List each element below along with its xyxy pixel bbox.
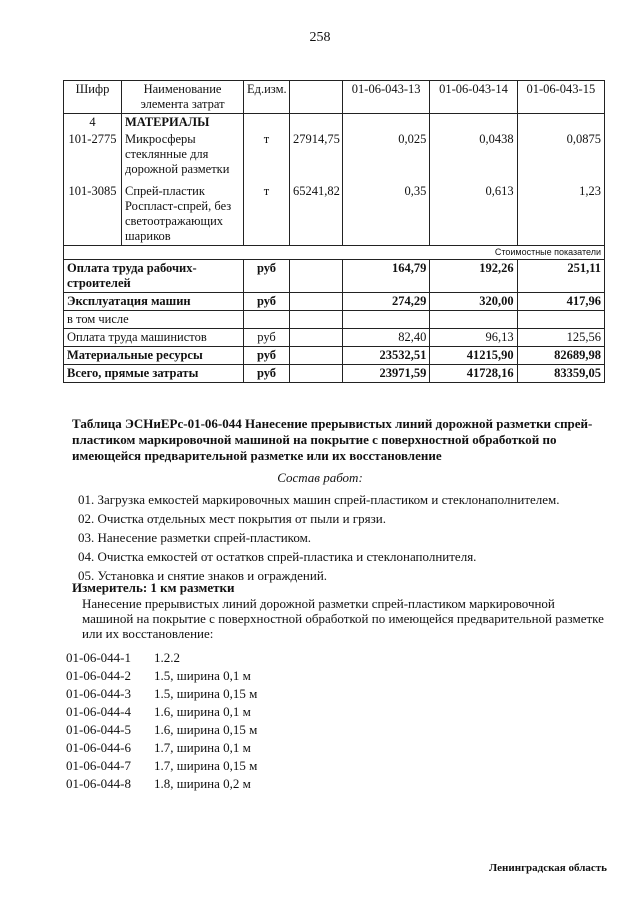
material-name: Микросферы стеклянные для дорожной разметки — [122, 131, 244, 178]
summary-value: 83359,05 — [517, 365, 604, 383]
header-col-13: 01-06-043-13 — [343, 81, 430, 114]
header-code: Шифр — [64, 81, 122, 114]
table-title: Таблица ЭСНиЕРс-01-06-044 Нанесение прерывистых линий дорожной разметки спрей-пластиком маркировочной машиной на покрытие с поверхностной обработкой по имеющейся предварительной разметке или их восстановление — [72, 416, 593, 463]
variant-code: 01-06-044-4 — [66, 704, 131, 719]
section-code: 4 — [64, 114, 122, 132]
summary-name: Оплата труда рабочих-строителей — [64, 260, 244, 293]
summary-name: Оплата труда машинистов — [64, 329, 244, 347]
material-value: 0,0875 — [517, 131, 604, 178]
material-value: 0,0438 — [430, 131, 517, 178]
cost-table — [63, 80, 605, 383]
header-col-14: 01-06-043-14 — [430, 81, 517, 114]
variant-code: 01-06-044-2 — [66, 668, 131, 683]
section-row — [64, 114, 605, 132]
variant-text: 1.8, ширина 0,2 м — [154, 776, 251, 791]
variant-text: 1.6, ширина 0,1 м — [154, 704, 251, 719]
material-code: 101-3085 — [64, 178, 122, 246]
summary-value: 41728,16 — [430, 365, 517, 383]
cost-label: Стоимостные показатели — [64, 246, 605, 260]
material-value: 0,35 — [343, 178, 430, 246]
meter-description: Нанесение прерывистых линий дорожной разметки спрей-пластиком маркировочной машиной на покрытие с поверхностной обработкой по имеющейся предварительной разметке или их восстановление: — [82, 596, 604, 641]
summary-name: Материальные ресурсы — [64, 347, 244, 365]
list-item — [66, 775, 257, 793]
material-code: 101-2775 — [64, 131, 122, 178]
variant-code: 01-06-044-3 — [66, 686, 131, 701]
summary-unit: руб — [244, 260, 290, 293]
page-number: 258 — [309, 30, 331, 45]
summary-name: в том числе — [64, 311, 244, 329]
work-step: 02. Очистка отдельных мест покрытия от пыли и грязи. — [78, 511, 386, 526]
variant-text: 1.5, ширина 0,15 м — [154, 686, 258, 701]
summary-value: 251,11 — [517, 260, 604, 293]
summary-row — [64, 260, 605, 293]
work-step: 04. Очистка емкостей от остатков спрей-пластика и стеклонаполнителя. — [78, 549, 477, 564]
summary-name: Всего, прямые затраты — [64, 365, 244, 383]
variant-code: 01-06-044-5 — [66, 722, 131, 737]
list-item — [66, 667, 257, 685]
list-item — [66, 721, 257, 739]
material-price: 27914,75 — [290, 131, 343, 178]
material-unit: т — [244, 131, 290, 178]
material-price: 65241,82 — [290, 178, 343, 246]
summary-value: 82,40 — [343, 329, 430, 347]
variant-text: 1.5, ширина 0,1 м — [154, 668, 251, 683]
list-item — [66, 757, 257, 775]
variant-code: 01-06-044-1 — [66, 650, 131, 665]
work-step: 03. Нанесение разметки спрей-пластиком. — [78, 530, 312, 545]
summary-value: 192,26 — [430, 260, 517, 293]
header-price — [290, 81, 343, 114]
summary-row — [64, 365, 605, 383]
variant-code: 01-06-044-6 — [66, 740, 131, 755]
region-footer: Ленинградская область — [489, 862, 607, 874]
summary-value: 417,96 — [517, 293, 604, 311]
header-name: Наименование элемента затрат — [122, 81, 244, 114]
header-unit: Ед.изм. — [244, 81, 290, 114]
summary-row — [64, 311, 605, 329]
meter-label: Измеритель: 1 км разметки — [72, 580, 235, 595]
table-header-row — [64, 81, 605, 114]
summary-value: 164,79 — [343, 260, 430, 293]
summary-row — [64, 347, 605, 365]
composition-title: Состав работ: — [277, 470, 363, 485]
summary-value: 96,13 — [430, 329, 517, 347]
work-step: 05. Установка и снятие знаков и ограждений. — [78, 568, 328, 583]
summary-unit: руб — [244, 365, 290, 383]
summary-value: 23971,59 — [343, 365, 430, 383]
summary-value: 274,29 — [343, 293, 430, 311]
summary-value: 23532,51 — [343, 347, 430, 365]
summary-value: 82689,98 — [517, 347, 604, 365]
material-unit: т — [244, 178, 290, 246]
variant-text: 1.7, ширина 0,15 м — [154, 758, 258, 773]
material-name: Спрей-пластик Роспласт-спрей, без светоотражающих шариков — [122, 178, 244, 246]
header-col-15: 01-06-043-15 — [517, 81, 604, 114]
table-row — [64, 131, 605, 178]
list-item — [66, 703, 257, 721]
variant-text: 1.2.2 — [154, 650, 180, 665]
summary-unit: руб — [244, 329, 290, 347]
summary-unit: руб — [244, 347, 290, 365]
variant-text: 1.6, ширина 0,15 м — [154, 722, 258, 737]
summary-value: 320,00 — [430, 293, 517, 311]
table-row — [64, 178, 605, 246]
summary-name: Эксплуатация машин — [64, 293, 244, 311]
list-item — [66, 685, 257, 703]
summary-row — [64, 293, 605, 311]
material-value: 1,23 — [517, 178, 604, 246]
material-value: 0,025 — [343, 131, 430, 178]
variant-code: 01-06-044-8 — [66, 776, 131, 791]
variant-text: 1.7, ширина 0,1 м — [154, 740, 251, 755]
summary-value: 125,56 — [517, 329, 604, 347]
material-value: 0,613 — [430, 178, 517, 246]
list-item — [66, 649, 257, 667]
summary-value: 41215,90 — [430, 347, 517, 365]
summary-row — [64, 329, 605, 347]
work-steps — [78, 490, 608, 585]
work-step: 01. Загрузка емкостей маркировочных машин спрей-пластиком и стеклонаполнителем. — [78, 492, 560, 507]
variant-list — [66, 649, 257, 793]
list-item — [66, 739, 257, 757]
summary-unit: руб — [244, 293, 290, 311]
variant-code: 01-06-044-7 — [66, 758, 131, 773]
section-name: МАТЕРИАЛЫ — [122, 114, 244, 132]
cost-label-row — [64, 246, 605, 260]
